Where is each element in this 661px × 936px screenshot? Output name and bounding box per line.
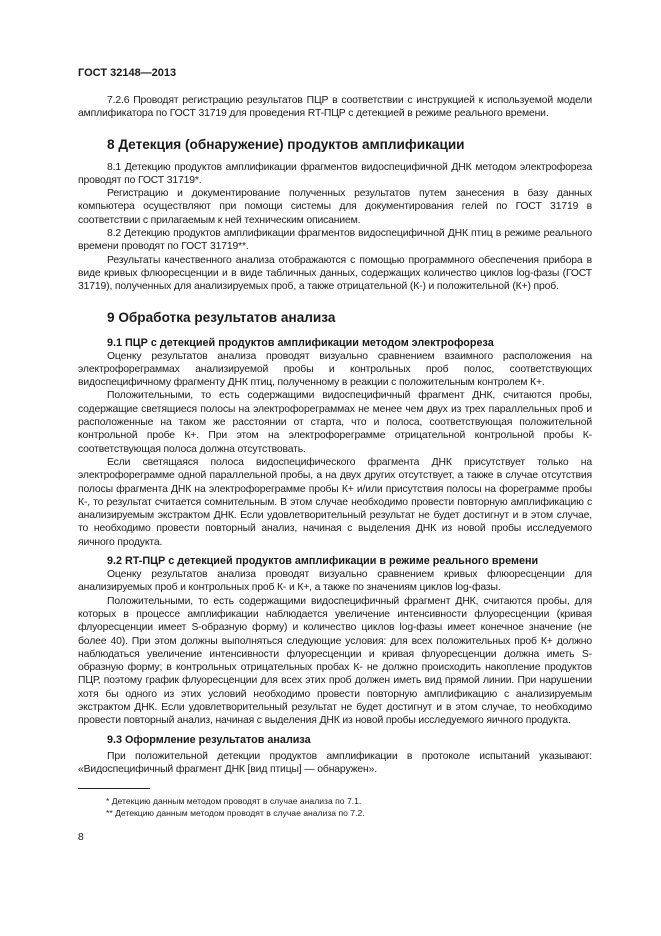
- paragraph: 7.2.6 Проводят регистрацию результатов ПЦР в соответствии с инструкцией к используемой модели амплификатора по ГОСТ 31719 для проведения RT-ПЦР с детекцией в режиме реального времени.: [78, 95, 592, 120]
- paragraph: Если светящаяся полоса видоспецифического фрагмента ДНК присутствует только на электрофореграмме одной параллельной пробы, а на двух других отсутствует, а также в случае отсутствия полосы фрагмента ДНК на электрофореграмме пробы К+ и/или присутствия полосы на фореграмме пробы К-, то результат считается сомнительным. В этом случае необходимо провести повторную амплификацию с анализируемым экстрактом ДНК. Если удовлетворительный результат не будет достигнут и в этом случае, то необходимо провести повторный анализ, начиная с выделения ДНК из новой пробы исследуемого яичного продукта.: [78, 456, 592, 548]
- paragraph: Оценку результатов анализа проводят визуально сравнением кривых флюоресценции для анализируемых проб и контрольных проб К- и К+, а также по значениям циклов log-фазы.: [78, 569, 592, 594]
- paragraph: При положительной детекции продуктов амплификации в протоколе испытаний указывают: «Видоспецифичный фрагмент ДНК [вид птицы] — обнаружен».: [78, 750, 592, 775]
- document-page: [78, 0, 592, 844]
- paragraph: Положительными, то есть содержащими видоспецифичный фрагмент ДНК, считаются пробы, для которых в процессе амплификации наблюдается увеличение интенсивности флуоресценции (кривая флуоресценции имеет S-образную форму) и количество циклов log-фазы имеет конечное значение (не более 40). При этом должны выполняться следующие условия: для всех положительных проб К+ должно наблюдаться увеличение интенсивности флуоресценции и кривая флуоресценции должна иметь S-образную форму; в контрольных отрицательных пробах К- не должно происходить накопление продуктов ПЦР, поэтому график флуоресценции для всех этих проб должен иметь вид прямой линии. При нарушении хотя бы одного из этих условий необходимо провести повторную амплификацию с анализируемым экстрактом ДНК. Если удовлетворительный результат не будет достигнут и в этом случае, то необходимо провести повторный анализ, начиная с выделения ДНК из новой пробы исследуемого яичного продукта.: [78, 595, 592, 727]
- paragraph: Положительными, то есть содержащими видоспецифичный фрагмент ДНК, считаются пробы, содержащие светящиеся полосы на электрофореграммах не менее чем двух из трех параллельных проб и расположенные на таком же расстоянии от старта, что и полоса, соответствующая положительной контрольной пробе К+. При этом на электрофореграмме отрицательной контрольной пробы К- соответствующая полоса должна отсутствовать.: [78, 390, 592, 455]
- section-8: [78, 136, 592, 294]
- subsection-heading: 9.2 RT-ПЦР с детекцией продуктов амплификации в режиме реального времени: [107, 555, 539, 568]
- section-9-3: [78, 733, 592, 777]
- footnote-2: ** Детекцию данным методом проводят в случае анализа по 7.2.: [106, 808, 365, 819]
- footnote-divider: [78, 788, 150, 789]
- paragraph: 8.1 Детекцию продуктов амплификации фрагментов видоспецифичной ДНК методом электрофореза проводят по ГОСТ 31719*.: [78, 161, 592, 186]
- paragraph: Регистрацию и документирование полученных результатов путем занесения в базу данных компьютера осуществляют при помощи системы для документирования гелей по ГОСТ 31719 в соответствии с прилагаемым к ней техническим описанием.: [78, 188, 592, 226]
- footnote-1: * Детекцию данным методом проводят в случае анализа по 7.1.: [106, 796, 362, 807]
- subsection-heading: 9.1 ПЦР с детекцией продуктов амплификации методом электрофореза: [107, 336, 494, 349]
- document-header: ГОСТ 32148—2013: [78, 67, 177, 79]
- paragraph: 8.2 Детекцию продуктов амплификации фрагментов видоспецифичной ДНК птиц в режиме реального времени проводят по ГОСТ 31719**.: [78, 228, 592, 253]
- subsection-heading: 9.3 Оформление результатов анализа: [107, 733, 311, 746]
- section-9-1: [78, 336, 592, 549]
- paragraph: Оценку результатов анализа проводят визуально сравнением взаимного расположения на электрофореграммах анализируемой пробы и контрольных проб полос, соответствующих видоспецифичному фрагменту ДНК птиц, полученному в реакции с положительным контролем К+.: [78, 350, 592, 389]
- clause-7-2-6: [78, 94, 592, 121]
- section-9-2: [78, 554, 592, 728]
- section-heading: 9 Обработка результатов анализа: [107, 309, 336, 325]
- section-9: [78, 309, 592, 326]
- paragraph: Результаты качественного анализа отображаются с помощью программного обеспечения прибора в виде кривых флюоресценции и в виде табличных данных, содержащих количество циклов log-фазы (ГОСТ 31719), полученных для анализируемых проб, а также отрицательной (К-) и положительной (К+) проб.: [78, 254, 592, 293]
- section-heading: 8 Детекция (обнаружение) продуктов амплификации: [107, 136, 465, 152]
- page-number: 8: [78, 832, 84, 844]
